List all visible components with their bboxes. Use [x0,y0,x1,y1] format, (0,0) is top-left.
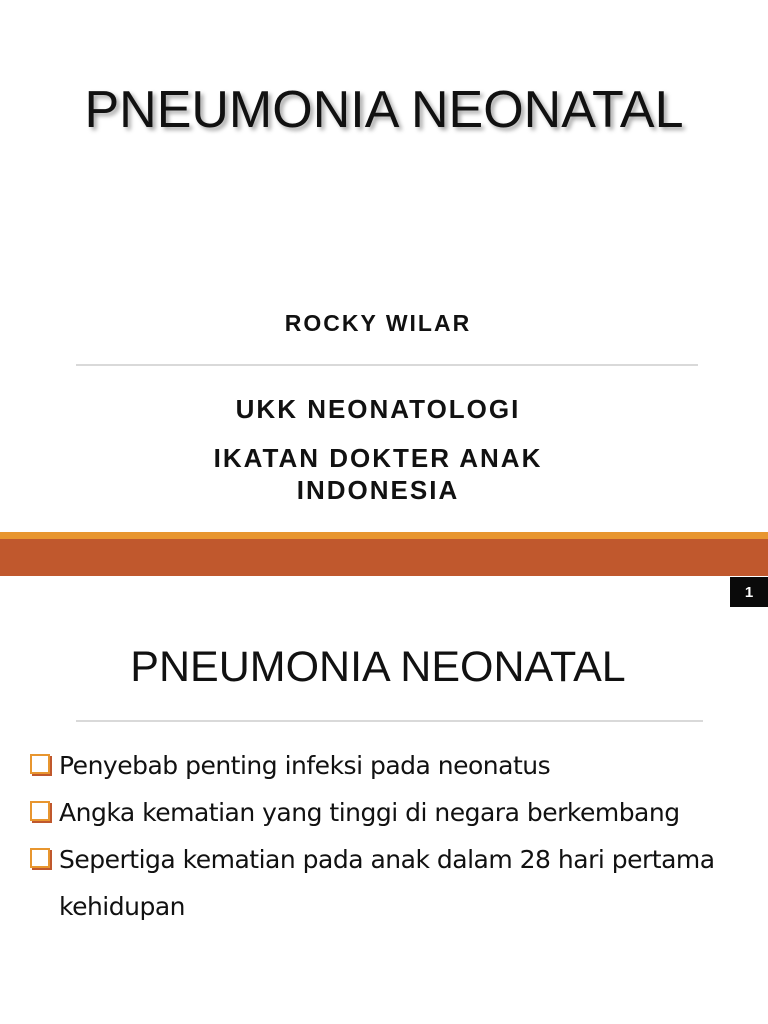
title-divider [76,364,698,366]
bullet-list [30,742,750,930]
slide2-divider [76,720,703,722]
checkbox-bullet-icon [30,801,50,821]
list-item [30,836,750,930]
org-line-1: UKK NEONATOLOGI [235,394,521,424]
footer-band-accent [0,532,768,539]
footer-band [0,539,768,576]
org-line-3: INDONESIA [296,475,460,505]
list-item [30,789,750,836]
page-number-badge: 1 [730,577,768,607]
bullet-text: Penyebab penting infeksi pada neonatus [59,751,551,780]
author-name: ROCKY WILAR [284,310,472,336]
bullet-text: Angka kematian yang tinggi di negara berkembang [59,798,680,827]
checkbox-bullet-icon [30,754,50,774]
slide2-title: PNEUMONIA NEONATAL [130,643,626,691]
bullet-text: Sepertiga kematian pada anak dalam 28 hari pertama kehidupan [59,845,715,921]
checkbox-bullet-icon [30,848,50,868]
slide1-title: PNEUMONIA NEONATAL [84,81,684,139]
org-line-2: IKATAN DOKTER ANAK [213,443,543,473]
list-item [30,742,750,789]
